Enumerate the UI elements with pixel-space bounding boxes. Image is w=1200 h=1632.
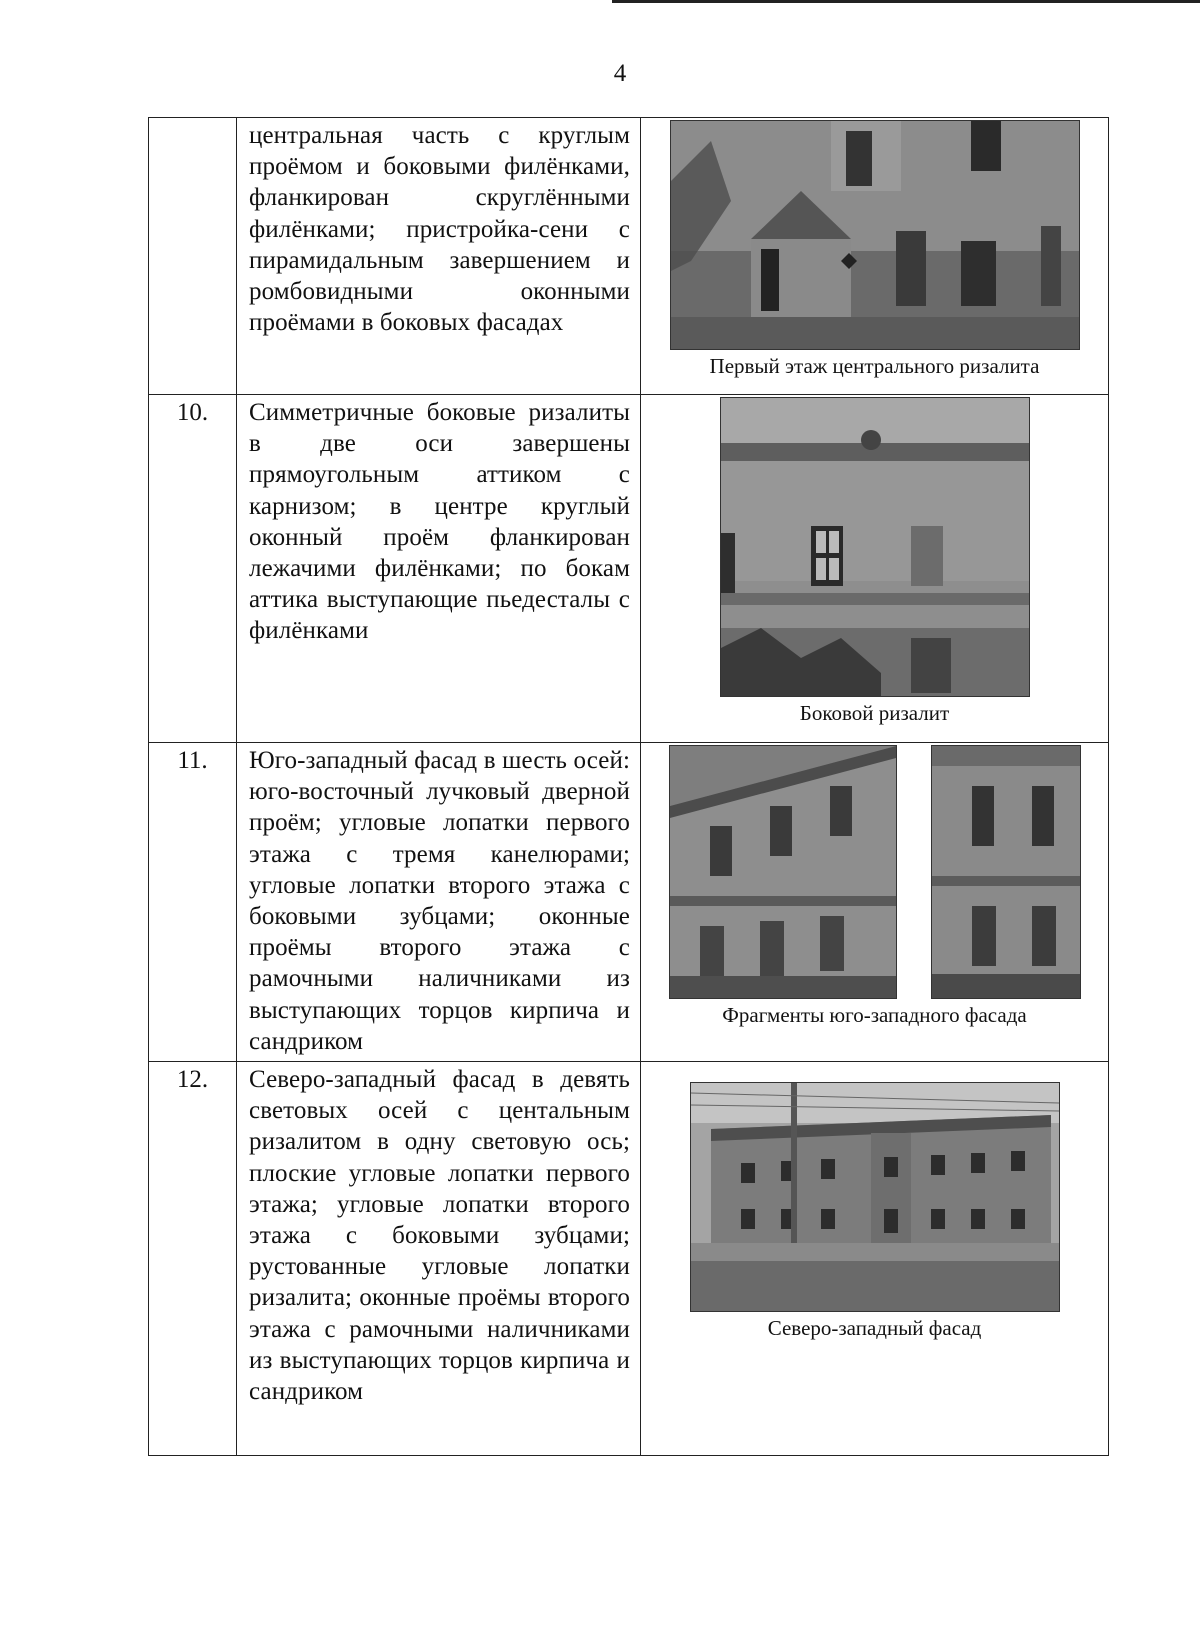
row-image-cell <box>641 118 1109 395</box>
side-risalit-photo <box>720 397 1030 697</box>
row-description: центральная часть с круглым проёмом и боковыми филёнками, фланкирован скруглёнными филёнками; пристройка-сени с пирамидальным завершением и ромбовидными оконными проёмами в боковых фасадах <box>237 118 641 395</box>
table-row <box>149 395 1109 743</box>
row-number: 12. <box>149 1062 237 1456</box>
row-description: Юго-западный фасад в шесть осей: юго-восточный лучковый дверной проём; угловые лопатки первого этажа с тремя канелюрами; угловые лопатки второго этажа с боковыми зубцами; оконные проёмы второго этажа с рамочными наличниками из выступающих торцов кирпича и сандриком <box>237 743 641 1062</box>
page-number: 4 <box>613 60 627 87</box>
table-row <box>149 118 1109 395</box>
row-description: Северо-западный фасад в девять световых осей с центальным ризалитом в одну световую ось; плоские угловые лопатки первого этажа; угловые лопатки второго этажа с боковыми зубцами; рустованные угловые лопатки ризалита; оконные проёмы второго этажа с рамочными наличниками из выступающих торцов кирпича и сандриком <box>237 1062 641 1456</box>
row-number: 10. <box>149 395 237 743</box>
photo-caption: Первый этаж центрального ризалита <box>709 354 1040 378</box>
row-number <box>149 118 237 395</box>
row-image-cell <box>641 743 1109 1062</box>
row-number: 11. <box>149 743 237 1062</box>
facade-fragment-left-photo <box>669 745 897 999</box>
row-image-cell <box>641 395 1109 743</box>
photo-caption: Фрагменты юго-западного фасада <box>722 1003 1027 1027</box>
top-rule <box>612 0 1200 3</box>
building-entrance-photo <box>670 120 1080 350</box>
monument-description-table <box>148 117 1109 1456</box>
northwest-facade-photo <box>690 1082 1060 1312</box>
row-description: Симметричные боковые ризалиты в две оси завершены прямоугольным аттиком с карнизом; в центре круглый оконный проём фланкирован лежачими филёнками; по бокам аттика выступающие пьедесталы с филёнками <box>237 395 641 743</box>
photo-caption: Северо-западный фасад <box>767 1316 982 1341</box>
facade-fragment-right-photo <box>931 745 1081 999</box>
table-row <box>149 1062 1109 1456</box>
southwest-facade-fragments-photo <box>641 745 1108 999</box>
row-image-cell <box>641 1062 1109 1456</box>
photo-caption: Боковой ризалит <box>799 701 950 725</box>
table-row <box>149 743 1109 1062</box>
